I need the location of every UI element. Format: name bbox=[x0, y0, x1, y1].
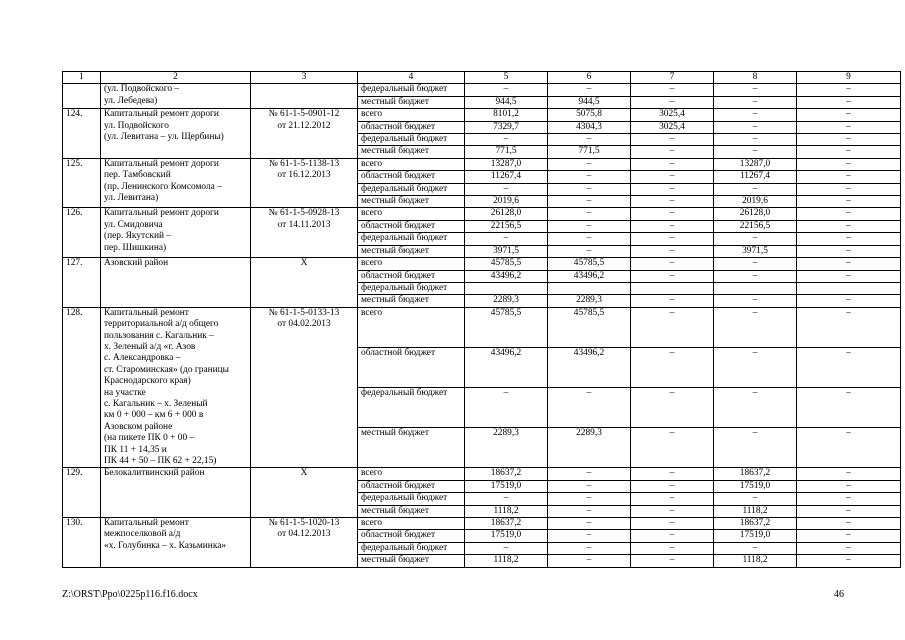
funding-source: всего bbox=[358, 468, 465, 480]
amount-col8: 26128,0 bbox=[714, 208, 797, 220]
amount-col8: 17519,0 bbox=[714, 530, 797, 542]
amount-col8: – bbox=[714, 295, 797, 307]
amount-col6: 2289,3 bbox=[548, 428, 631, 468]
table-row bbox=[63, 208, 901, 220]
funding-source: всего bbox=[358, 109, 465, 121]
amount-col6: – bbox=[548, 530, 631, 542]
object-name-line: ст. Староминская» (до границы bbox=[104, 364, 229, 375]
amount-col6: 43496,2 bbox=[548, 347, 631, 387]
funding-source: федеральный бюджет bbox=[358, 183, 465, 195]
amount-total: – bbox=[465, 134, 548, 146]
header-cell: 5 bbox=[465, 72, 548, 84]
amount-col7: – bbox=[631, 233, 714, 245]
document-ref-line: № 61-1-5-1138-13 bbox=[268, 158, 340, 169]
amount-col7: – bbox=[631, 196, 714, 208]
amount-total: 944,5 bbox=[465, 96, 548, 108]
amount-col9: – bbox=[797, 233, 901, 245]
object-name-line: пер. Шишкина) bbox=[104, 242, 167, 253]
amount-col9: – bbox=[797, 84, 901, 96]
object-name-line: Капитальный ремонт bbox=[104, 518, 189, 529]
amount-total: – bbox=[465, 388, 548, 428]
amount-col8: – bbox=[714, 258, 797, 270]
object-name bbox=[101, 307, 251, 468]
object-name-line: (ул. Подвойского – bbox=[104, 84, 180, 95]
amount-total: – bbox=[465, 233, 548, 245]
header-cell: 7 bbox=[631, 72, 714, 84]
amount-col6: – bbox=[548, 518, 631, 530]
item-number: 128. bbox=[63, 307, 101, 468]
amount-col8: 2019,6 bbox=[714, 196, 797, 208]
amount-col6: – bbox=[548, 134, 631, 146]
amount-col9: – bbox=[797, 518, 901, 530]
amount-col7: – bbox=[631, 530, 714, 542]
funding-source: местный бюджет bbox=[358, 295, 465, 307]
amount-col8: 18637,2 bbox=[714, 518, 797, 530]
object-name-line: Азовский район bbox=[104, 258, 169, 269]
funding-source: областной бюджет bbox=[358, 121, 465, 133]
funding-source: всего bbox=[358, 307, 465, 347]
document-ref bbox=[251, 307, 358, 468]
table-body bbox=[63, 72, 901, 568]
amount-total: 2289,3 bbox=[465, 428, 548, 468]
funding-source: местный бюджет bbox=[358, 146, 465, 158]
funding-source: местный бюджет bbox=[358, 196, 465, 208]
amount-col9: – bbox=[797, 270, 901, 282]
amount-col7: – bbox=[631, 158, 714, 170]
amount-col9: – bbox=[797, 307, 901, 347]
amount-col7: – bbox=[631, 307, 714, 347]
amount-total: 2019,6 bbox=[465, 196, 548, 208]
object-name-line: ул. Левитана) bbox=[104, 193, 159, 204]
document-ref bbox=[251, 518, 358, 568]
document-ref-line: № 61-1-5-0928-13 bbox=[268, 208, 340, 219]
amount-col8: – bbox=[714, 347, 797, 387]
budget-table bbox=[62, 71, 901, 568]
document-ref bbox=[251, 468, 358, 518]
document-ref-line: № 61-1-5-0901-12 bbox=[268, 109, 340, 120]
document-path: Z:\ORST\Ppo\0225p116.f16.docx bbox=[62, 589, 198, 600]
amount-col8: 1118,2 bbox=[714, 555, 797, 567]
object-name-line: (ул. Левитана – ул. Щербины) bbox=[104, 132, 224, 143]
funding-source: федеральный бюджет bbox=[358, 134, 465, 146]
amount-col6: – bbox=[548, 245, 631, 257]
object-name bbox=[101, 258, 251, 308]
funding-source: областной бюджет bbox=[358, 347, 465, 387]
amount-total: 17519,0 bbox=[465, 530, 548, 542]
header-cell: 8 bbox=[714, 72, 797, 84]
amount-col8: 13287,0 bbox=[714, 158, 797, 170]
document-ref bbox=[251, 109, 358, 159]
document-ref-line: № 61-1-5-1020-13 bbox=[268, 518, 340, 529]
amount-col9: – bbox=[797, 245, 901, 257]
amount-col9: – bbox=[797, 347, 901, 387]
amount-col7: – bbox=[631, 555, 714, 567]
funding-source: областной бюджет bbox=[358, 530, 465, 542]
amount-total: 8101,2 bbox=[465, 109, 548, 121]
object-name-line: на участке bbox=[104, 387, 146, 398]
amount-col7: – bbox=[631, 134, 714, 146]
funding-source: областной бюджет bbox=[358, 171, 465, 183]
amount-total: 7329,7 bbox=[465, 121, 548, 133]
amount-col7: – bbox=[631, 146, 714, 158]
header-cell: 9 bbox=[797, 72, 901, 84]
amount-col7: – bbox=[631, 258, 714, 270]
document-ref-line: № 61-1-5-0133-13 bbox=[268, 307, 340, 318]
amount-col7: – bbox=[631, 295, 714, 307]
amount-col9: – bbox=[797, 134, 901, 146]
funding-source: федеральный бюджет bbox=[358, 493, 465, 505]
funding-source: федеральный бюджет bbox=[358, 542, 465, 554]
table-row bbox=[63, 258, 901, 270]
object-name-line: пользования с. Кагальник – bbox=[104, 330, 214, 341]
amount-col6: – bbox=[548, 505, 631, 517]
amount-col6: – bbox=[548, 388, 631, 428]
item-number: 124. bbox=[63, 109, 101, 159]
funding-source: местный бюджет bbox=[358, 428, 465, 468]
object-name-line: с. Александровка – bbox=[104, 353, 181, 364]
amount-total: 771,5 bbox=[465, 146, 548, 158]
header-cell: 6 bbox=[548, 72, 631, 84]
amount-total: – bbox=[465, 183, 548, 195]
object-name-line: межпоселковой а/д bbox=[104, 529, 181, 540]
amount-col6: – bbox=[548, 233, 631, 245]
amount-total: – bbox=[465, 84, 548, 96]
amount-total: 13287,0 bbox=[465, 158, 548, 170]
funding-source: местный бюджет bbox=[358, 505, 465, 517]
amount-col9: – bbox=[797, 555, 901, 567]
amount-col7: 3025,4 bbox=[631, 121, 714, 133]
amount-col8: 18637,2 bbox=[714, 468, 797, 480]
amount-col6: – bbox=[548, 171, 631, 183]
amount-col9: – bbox=[797, 183, 901, 195]
amount-col7: – bbox=[631, 388, 714, 428]
amount-total: 2289,3 bbox=[465, 295, 548, 307]
funding-source: федеральный бюджет bbox=[358, 84, 465, 96]
amount-col7: – bbox=[631, 171, 714, 183]
amount-col7: – bbox=[631, 428, 714, 468]
amount-total: – bbox=[465, 493, 548, 505]
amount-col8: – bbox=[714, 146, 797, 158]
table-row bbox=[63, 468, 901, 480]
amount-total: 11267,4 bbox=[465, 171, 548, 183]
amount-total: 1118,2 bbox=[465, 505, 548, 517]
object-name-line: Азовском районе bbox=[104, 421, 173, 432]
object-name-line: ул. Подвойского bbox=[104, 120, 169, 131]
amount-col8: – bbox=[714, 84, 797, 96]
amount-col9: – bbox=[797, 295, 901, 307]
item-number: 129. bbox=[63, 468, 101, 518]
funding-source: федеральный бюджет bbox=[358, 282, 465, 294]
object-name-line: ПК 44 + 50 – ПК 62 + 22,15) bbox=[104, 456, 217, 466]
amount-total bbox=[465, 282, 548, 294]
amount-col7: – bbox=[631, 270, 714, 282]
table-row bbox=[63, 518, 901, 530]
amount-col7: – bbox=[631, 96, 714, 108]
amount-col8: – bbox=[714, 134, 797, 146]
amount-col8: – bbox=[714, 270, 797, 282]
amount-col9: – bbox=[797, 109, 901, 121]
object-name bbox=[101, 468, 251, 518]
amount-total: 45785,5 bbox=[465, 258, 548, 270]
amount-col7: – bbox=[631, 480, 714, 492]
funding-source: федеральный бюджет bbox=[358, 233, 465, 245]
funding-source: областной бюджет bbox=[358, 480, 465, 492]
funding-source: областной бюджет bbox=[358, 270, 465, 282]
amount-col9: – bbox=[797, 258, 901, 270]
amount-col7: – bbox=[631, 542, 714, 554]
item-number: 127. bbox=[63, 258, 101, 308]
header-row bbox=[63, 72, 901, 84]
amount-col8: 1118,2 bbox=[714, 505, 797, 517]
amount-col8: – bbox=[714, 542, 797, 554]
object-name bbox=[101, 158, 251, 208]
document-ref bbox=[251, 258, 358, 308]
item-number bbox=[63, 84, 101, 109]
amount-col9: – bbox=[797, 530, 901, 542]
object-name-line: ПК 11 + 14,35 и bbox=[104, 444, 167, 455]
document-ref-line: от 21.12.2012 bbox=[277, 120, 331, 131]
amount-col7: – bbox=[631, 493, 714, 505]
amount-col6: 45785,5 bbox=[548, 258, 631, 270]
amount-col6: 944,5 bbox=[548, 96, 631, 108]
amount-col6: 2289,3 bbox=[548, 295, 631, 307]
object-name-line: территориальной а/д общего bbox=[104, 319, 219, 330]
amount-col9: – bbox=[797, 208, 901, 220]
object-name-line: Капитальный ремонт bbox=[104, 307, 189, 318]
object-name-line: Капитальный ремонт дороги bbox=[104, 208, 219, 219]
object-name-line: Капитальный ремонт дороги bbox=[104, 158, 219, 169]
amount-col9: – bbox=[797, 220, 901, 232]
amount-col8: – bbox=[714, 233, 797, 245]
amount-col7: – bbox=[631, 468, 714, 480]
amount-col8 bbox=[714, 282, 797, 294]
amount-col9 bbox=[797, 282, 901, 294]
page-number: 46 bbox=[834, 589, 844, 600]
amount-col9: – bbox=[797, 480, 901, 492]
object-name-line: с. Кагальник – х. Зеленый bbox=[104, 398, 208, 409]
header-cell: 1 bbox=[63, 72, 101, 84]
funding-source: всего bbox=[358, 518, 465, 530]
amount-col6: 45785,5 bbox=[548, 307, 631, 347]
table-row bbox=[63, 307, 901, 347]
table-row bbox=[63, 158, 901, 170]
object-name-line: Краснодарского края) bbox=[104, 376, 191, 387]
amount-col9: – bbox=[797, 468, 901, 480]
funding-source: местный бюджет bbox=[358, 555, 465, 567]
amount-total: 43496,2 bbox=[465, 270, 548, 282]
amount-col7: – bbox=[631, 84, 714, 96]
document-ref bbox=[251, 208, 358, 258]
object-name bbox=[101, 518, 251, 568]
amount-col7: – bbox=[631, 518, 714, 530]
amount-col7: – bbox=[631, 208, 714, 220]
amount-col7: – bbox=[631, 245, 714, 257]
object-name-line: ул. Смидовича bbox=[104, 219, 163, 230]
object-name bbox=[101, 109, 251, 159]
object-name-line: (пер. Якутский – bbox=[104, 231, 172, 242]
amount-col6: – bbox=[548, 480, 631, 492]
item-number: 125. bbox=[63, 158, 101, 208]
amount-total: 3971,5 bbox=[465, 245, 548, 257]
amount-col6: 771,5 bbox=[548, 146, 631, 158]
amount-col9: – bbox=[797, 146, 901, 158]
amount-col8: 22156,5 bbox=[714, 220, 797, 232]
document-ref-line: Х bbox=[300, 468, 308, 479]
document-ref-line: от 04.02.2013 bbox=[277, 319, 331, 330]
object-name-line: Капитальный ремонт дороги bbox=[104, 109, 219, 120]
document-ref-line: от 16.12.2013 bbox=[277, 170, 331, 181]
amount-col6: – bbox=[548, 208, 631, 220]
amount-col8: – bbox=[714, 183, 797, 195]
amount-col6: – bbox=[548, 555, 631, 567]
amount-col6: 43496,2 bbox=[548, 270, 631, 282]
amount-col8: – bbox=[714, 493, 797, 505]
amount-col7: – bbox=[631, 220, 714, 232]
amount-col9: – bbox=[797, 505, 901, 517]
funding-source: местный бюджет bbox=[358, 245, 465, 257]
amount-col6: – bbox=[548, 493, 631, 505]
amount-total: 18637,2 bbox=[465, 518, 548, 530]
amount-col6: – bbox=[548, 220, 631, 232]
amount-col6: – bbox=[548, 468, 631, 480]
amount-total: 18637,2 bbox=[465, 468, 548, 480]
object-name-line: ул. Лебедева) bbox=[104, 95, 158, 106]
amount-total: – bbox=[465, 542, 548, 554]
amount-col9: – bbox=[797, 493, 901, 505]
object-name-line: км 0 + 000 – км 6 + 000 в bbox=[104, 410, 204, 421]
document-ref bbox=[251, 158, 358, 208]
object-name bbox=[101, 208, 251, 258]
amount-col9: – bbox=[797, 428, 901, 468]
amount-col6: – bbox=[548, 542, 631, 554]
header-cell: 2 bbox=[101, 72, 251, 84]
document-ref-line: от 04.12.2013 bbox=[277, 529, 331, 540]
amount-col7 bbox=[631, 282, 714, 294]
amount-col9: – bbox=[797, 121, 901, 133]
object-name-line: Белокалитвинский район bbox=[104, 468, 205, 479]
funding-source: областной бюджет bbox=[358, 220, 465, 232]
amount-col8: – bbox=[714, 96, 797, 108]
object-name-line: «х. Голубинка – х. Казьминка» bbox=[104, 540, 227, 551]
amount-col6: 5075,8 bbox=[548, 109, 631, 121]
funding-source: федеральный бюджет bbox=[358, 388, 465, 428]
object-name-line: пер. Тамбовский bbox=[104, 170, 171, 181]
amount-col9: – bbox=[797, 542, 901, 554]
amount-col9: – bbox=[797, 171, 901, 183]
amount-col6: – bbox=[548, 84, 631, 96]
object-name-line: (пр. Ленинского Комсомола – bbox=[104, 181, 222, 192]
document-ref-line: от 14.11.2013 bbox=[277, 219, 331, 230]
amount-col6 bbox=[548, 282, 631, 294]
amount-col8: 3971,5 bbox=[714, 245, 797, 257]
amount-col7: 3025,4 bbox=[631, 109, 714, 121]
header-cell: 4 bbox=[358, 72, 465, 84]
amount-col9: – bbox=[797, 96, 901, 108]
funding-source: всего bbox=[358, 258, 465, 270]
amount-col6: 4304,3 bbox=[548, 121, 631, 133]
amount-total: 26128,0 bbox=[465, 208, 548, 220]
amount-col8: – bbox=[714, 428, 797, 468]
amount-col8: 11267,4 bbox=[714, 171, 797, 183]
amount-col9: – bbox=[797, 388, 901, 428]
amount-col9: – bbox=[797, 196, 901, 208]
funding-source: всего bbox=[358, 158, 465, 170]
header-cell: 3 bbox=[251, 72, 358, 84]
amount-col6: – bbox=[548, 158, 631, 170]
object-name-line: х. Зеленый а/д «г. Азов bbox=[104, 341, 196, 352]
object-name bbox=[101, 84, 251, 109]
table-row bbox=[63, 109, 901, 121]
amount-col7: – bbox=[631, 505, 714, 517]
amount-col8: – bbox=[714, 388, 797, 428]
table-row bbox=[63, 84, 901, 96]
funding-source: местный бюджет bbox=[358, 96, 465, 108]
amount-col8: 17519,0 bbox=[714, 480, 797, 492]
document-ref-line: Х bbox=[300, 258, 308, 269]
amount-total: 43496,2 bbox=[465, 347, 548, 387]
amount-col6: – bbox=[548, 196, 631, 208]
amount-col9: – bbox=[797, 158, 901, 170]
funding-source: всего bbox=[358, 208, 465, 220]
amount-col6: – bbox=[548, 183, 631, 195]
amount-total: 45785,5 bbox=[465, 307, 548, 347]
amount-total: 22156,5 bbox=[465, 220, 548, 232]
amount-col8: – bbox=[714, 109, 797, 121]
item-number: 126. bbox=[63, 208, 101, 258]
amount-col8: – bbox=[714, 307, 797, 347]
object-name-line: (на пикете ПК 0 + 00 – bbox=[104, 433, 195, 444]
amount-total: 1118,2 bbox=[465, 555, 548, 567]
document-ref bbox=[251, 84, 358, 109]
item-number: 130. bbox=[63, 518, 101, 568]
amount-total: 17519,0 bbox=[465, 480, 548, 492]
amount-col7: – bbox=[631, 347, 714, 387]
amount-col7: – bbox=[631, 183, 714, 195]
amount-col8: – bbox=[714, 121, 797, 133]
